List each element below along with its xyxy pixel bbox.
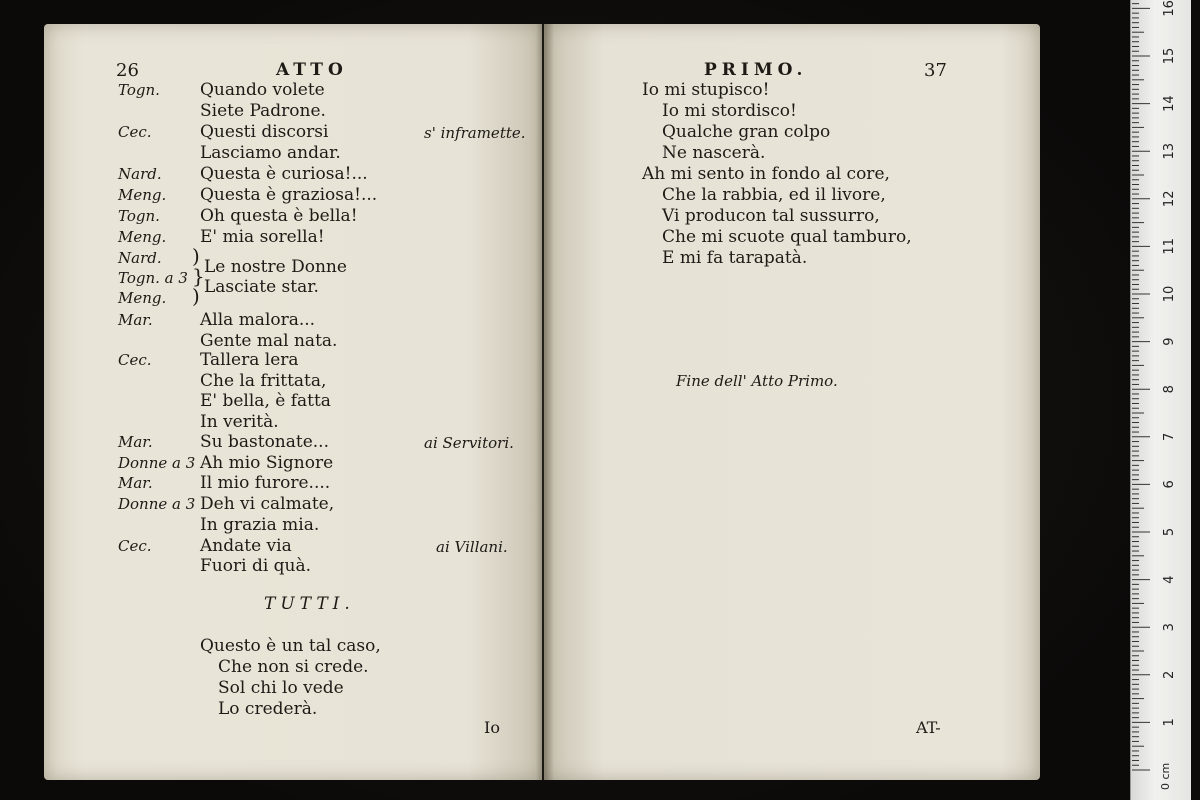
verse-text: Gente mal nata. [200, 331, 338, 351]
bracket-mark: } [192, 264, 205, 288]
ruler-scale [1131, 0, 1191, 800]
bracket-mark: ) [192, 244, 200, 268]
left-page-number: 26 [116, 60, 139, 81]
ruler-number: 5 [1162, 527, 1177, 537]
speaker-label: Donne a 3 [118, 495, 196, 513]
bracket-mark: ) [192, 284, 200, 308]
tutti-heading: TUTTI. [264, 594, 355, 614]
ruler-number: 1 [1162, 718, 1177, 727]
verse-text: Sol chi lo vede [218, 678, 344, 698]
verse-text: Lo crederà. [218, 699, 318, 719]
verse-text: Vi producon tal sussurro, [662, 206, 880, 226]
verse-text: Che la frittata, [200, 371, 327, 391]
verse-text: Ne nascerà. [662, 143, 766, 163]
measuring-ruler [1130, 0, 1191, 800]
ruler-unit-label: 0 cm [1159, 762, 1172, 790]
speaker-label: Togn. a 3 [118, 269, 188, 287]
ruler-number: 12 [1162, 190, 1177, 208]
left-page [44, 24, 542, 780]
speaker-label: Mar. [118, 433, 153, 451]
speaker-label: Mar. [118, 311, 153, 329]
verse-text: Questi discorsi [200, 122, 329, 142]
verse-text: Le nostre Donne [204, 257, 347, 277]
catchword: AT- [916, 718, 941, 737]
book-gutter [536, 24, 554, 780]
verse-text: In verità. [200, 412, 279, 432]
catchword: Io [484, 718, 500, 737]
ruler-number: 9 [1162, 337, 1177, 346]
speaker-label: Meng. [118, 186, 167, 204]
ruler-number: 11 [1162, 238, 1177, 255]
verse-text: E' bella, è fatta [200, 391, 331, 411]
verse-text: Ah mio Signore [200, 453, 334, 473]
verse-text: Deh vi calmate, [200, 494, 335, 514]
open-book [44, 24, 1040, 780]
speaker-label: Togn. [118, 81, 160, 99]
verse-text: E' mia sorella! [200, 227, 325, 247]
ruler-number: 6 [1162, 480, 1177, 489]
speaker-label: Nard. [118, 249, 162, 267]
stage-direction: s' inframette. [424, 124, 526, 142]
verse-text: Su bastonate... [200, 432, 329, 452]
speaker-label: Nard. [118, 165, 162, 183]
stage-direction: ai Villani. [436, 538, 508, 556]
verse-text: Qualche gran colpo [662, 122, 831, 142]
ruler-number: 13 [1162, 142, 1177, 160]
verse-text: Che mi scuote qual tamburo, [662, 227, 912, 247]
act-end-note: Fine dell' Atto Primo. [676, 372, 838, 390]
speaker-label: Cec. [118, 123, 152, 141]
speaker-label: Donne a 3 [118, 454, 196, 472]
verse-text: E mi fa tarapatà. [662, 248, 808, 268]
stage-direction: ai Servitori. [424, 434, 514, 452]
speaker-label: Meng. [118, 289, 167, 307]
ruler-number: 7 [1162, 432, 1177, 441]
verse-text: Che non si crede. [218, 657, 369, 677]
verse-text: Quando volete [200, 80, 325, 100]
speaker-label: Mar. [118, 474, 153, 492]
verse-text: In grazia mia. [200, 515, 320, 535]
right-page [544, 24, 1040, 780]
verse-text: Questo è un tal caso, [200, 636, 381, 656]
ruler-number: 16 [1162, 0, 1177, 17]
ruler-number: 10 [1162, 285, 1177, 303]
speaker-label: Meng. [118, 228, 167, 246]
verse-text: Lasciamo andar. [200, 143, 341, 163]
verse-text: Tallera lera [200, 350, 299, 370]
verse-text: Io mi stupisco! [642, 80, 770, 100]
verse-text: Che la rabbia, ed il livore, [662, 185, 886, 205]
ruler-number: 2 [1162, 670, 1177, 679]
speaker-label: Cec. [118, 537, 152, 555]
verse-text: Siete Padrone. [200, 101, 326, 121]
ruler-number: 8 [1162, 385, 1177, 394]
ruler-number: 3 [1162, 623, 1177, 632]
verse-text: Ah mi sento in fondo al core, [642, 164, 890, 184]
verse-text: Fuori di quà. [200, 556, 312, 576]
speaker-label: Cec. [118, 351, 152, 369]
ruler-number: 4 [1162, 575, 1177, 584]
verse-text: Io mi stordisco! [662, 101, 797, 121]
left-running-header: ATTO [276, 60, 348, 80]
verse-text: Lasciate star. [204, 277, 319, 297]
verse-text: Questa è graziosa!... [200, 185, 378, 205]
verse-text: Oh questa è bella! [200, 206, 358, 226]
verse-text: Il mio furore.... [200, 473, 331, 493]
verse-text: Questa è curiosa!... [200, 164, 368, 184]
right-running-header: PRIMO. [704, 60, 808, 80]
verse-text: Andate via [200, 536, 292, 556]
ruler-number: 14 [1162, 95, 1177, 112]
verse-text: Alla malora... [200, 310, 316, 330]
speaker-label: Togn. [118, 207, 160, 225]
right-page-number: 37 [924, 60, 947, 81]
ruler-ticks [1132, 0, 1177, 770]
ruler-number: 15 [1162, 47, 1177, 65]
